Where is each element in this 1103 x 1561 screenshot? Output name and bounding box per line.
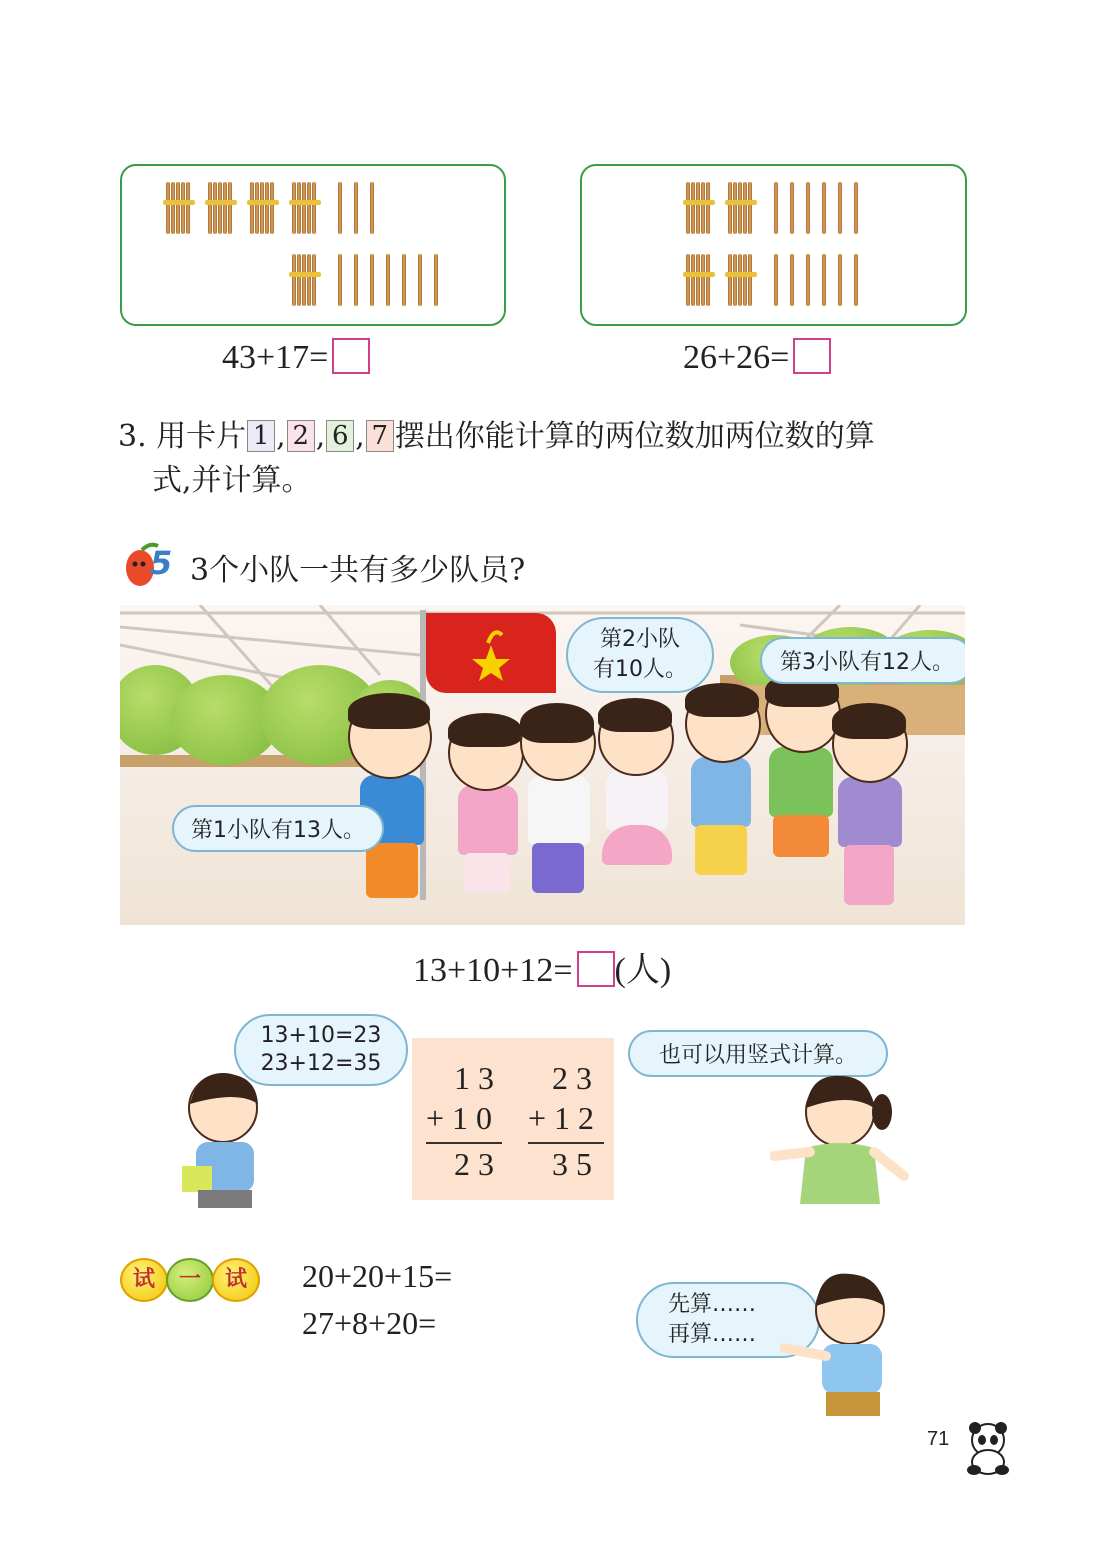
equation-43-17	[222, 338, 370, 377]
answer-box[interactable]	[577, 951, 615, 987]
panda-icon	[962, 1420, 1014, 1476]
question-number: 3.	[118, 419, 147, 454]
equation-text: 43+17=	[222, 339, 329, 376]
try-equation-2: 27+8+20=	[302, 1305, 437, 1341]
calc-b-top: 23	[552, 1060, 600, 1096]
calc-a-line	[426, 1142, 502, 1144]
single-stick	[854, 182, 858, 234]
calc-a-result: 23	[454, 1146, 502, 1182]
bubble-line-2: 23+12=35	[260, 1051, 382, 1076]
single-stick	[822, 254, 826, 306]
calc-a-top: 13	[454, 1060, 502, 1096]
single-stick	[838, 182, 842, 234]
girl-illustration	[770, 1068, 910, 1208]
separator: ,	[315, 419, 326, 454]
single-stick	[402, 254, 406, 306]
question-3-line2: 式,并计算。	[152, 463, 312, 498]
children-scene-illustration	[120, 605, 965, 925]
stick-bundle	[166, 182, 192, 234]
speech-bubble-team-1: 第1小队有13人。	[172, 805, 384, 852]
example-5-badge	[120, 540, 176, 590]
example-5-title: 3个小队一共有多少队员?	[190, 553, 526, 588]
boy-illustration	[178, 1070, 288, 1210]
single-stick	[854, 254, 858, 306]
question-text-cont: 摆出你能计算的两位数加两位数的算	[394, 419, 875, 454]
calc-b-line	[528, 1142, 604, 1144]
question-3-line1	[118, 415, 875, 459]
bubble-line-1: 13+10=23	[260, 1023, 382, 1048]
single-stick	[774, 182, 778, 234]
single-stick	[774, 254, 778, 306]
single-stick	[418, 254, 422, 306]
question-3	[118, 415, 875, 503]
calc-b-add: +12	[528, 1100, 603, 1136]
speech-bubble-girl: 也可以用竖式计算。	[628, 1030, 888, 1077]
stick-bundle	[728, 254, 754, 306]
calc-b-result: 35	[552, 1146, 600, 1182]
card-2: 2	[287, 420, 315, 452]
bubble-line-2: 再算……	[668, 1322, 757, 1347]
single-stick	[338, 254, 342, 306]
single-stick	[370, 254, 374, 306]
flag	[426, 613, 556, 693]
stick-box-1	[120, 164, 506, 326]
single-stick	[354, 254, 358, 306]
single-stick	[790, 182, 794, 234]
speech-bubble-team-2: 第2小队 有10人。	[566, 617, 714, 693]
stick-bundle	[686, 182, 712, 234]
total-equation	[413, 942, 671, 991]
single-stick	[354, 182, 358, 234]
stick-bundle	[686, 254, 712, 306]
single-stick	[790, 254, 794, 306]
try-badge-2: 一	[166, 1258, 214, 1302]
speech-bubble-team-3: 第3小队有12人。	[760, 637, 965, 684]
calc-a-add: +10	[426, 1100, 501, 1136]
stick-bundle	[208, 182, 234, 234]
single-stick	[338, 182, 342, 234]
try-badge-1: 试	[120, 1258, 168, 1302]
card-6: 6	[326, 420, 354, 452]
boy-pointing-illustration	[780, 1270, 910, 1420]
answer-box[interactable]	[332, 338, 370, 374]
single-stick	[822, 182, 826, 234]
single-stick	[806, 254, 810, 306]
example-number: 5	[150, 544, 173, 582]
star-torch-icon	[426, 613, 556, 693]
single-stick	[434, 254, 438, 306]
bubble-line-1: 先算……	[668, 1292, 757, 1317]
page-number: 71	[927, 1428, 950, 1450]
separator: ,	[355, 419, 365, 454]
single-stick	[386, 254, 390, 306]
single-stick	[838, 254, 842, 306]
stick-bundle	[250, 182, 276, 234]
question-text: 用卡片	[156, 419, 247, 454]
separator: ,	[276, 419, 286, 454]
try-badge-3: 试	[212, 1258, 260, 1302]
card-7: 7	[366, 420, 394, 452]
try-equation-1: 20+20+15=	[302, 1258, 453, 1294]
single-stick	[370, 182, 374, 234]
card-1: 1	[247, 420, 275, 452]
equation-text: 26+26=	[683, 339, 790, 376]
stick-bundle	[728, 182, 754, 234]
single-stick	[806, 182, 810, 234]
unit-label: (人)	[614, 952, 672, 989]
stick-bundle	[292, 254, 318, 306]
answer-box[interactable]	[793, 338, 831, 374]
vertical-calculation-panel	[412, 1038, 614, 1200]
stick-box-2	[580, 164, 967, 326]
equation-26-26	[683, 338, 831, 377]
stick-bundle	[292, 182, 318, 234]
total-equation-text: 13+10+12=	[413, 952, 573, 989]
